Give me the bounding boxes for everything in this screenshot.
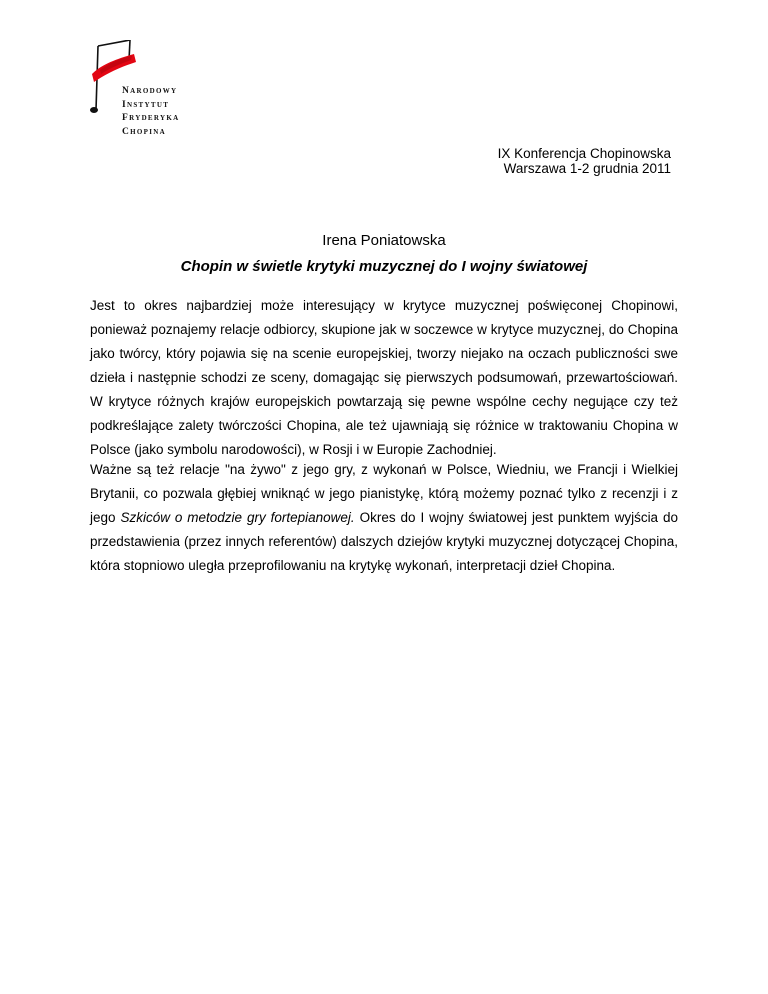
logo-line: Instytut bbox=[122, 99, 170, 110]
paragraph-2-text-continued: Okres do I wojny światowej jest punktem wyjścia do przedstawienia (przez innych referentów) dalszych dziejów krytyki muzycznej dotyczącej Chopina, która stopniowo uległa przeprofilowaniu na krytykę wykonań, interpretacji dzieł Chopina. bbox=[90, 510, 678, 573]
logo-line: Fryderyka bbox=[122, 113, 180, 123]
conference-info bbox=[498, 146, 671, 176]
logo-line: Narodowy bbox=[122, 86, 178, 96]
institute-name bbox=[122, 85, 179, 139]
paper-title: Chopin w świetle krytyki muzycznej do I wojny światowej bbox=[180, 258, 588, 275]
author-name: Irena Poniatowska bbox=[322, 232, 446, 249]
institute-logo bbox=[86, 40, 206, 135]
conference-date: Warszawa 1-2 grudnia 2011 bbox=[503, 161, 671, 176]
conference-name: IX Konferencja Chopinowska bbox=[497, 146, 671, 161]
logo-note-head bbox=[90, 107, 98, 113]
paragraph-2-text: Ważne są też relacje "na żywo" z jego gry, z wykonań w Polsce, Wiedniu, we Francji i Wielkiej Brytanii, co pozwala głębiej wniknąć w jego pianistykę, którą możemy poznać tylko z recenzji i z jego bbox=[90, 462, 678, 525]
logo-beam bbox=[98, 40, 130, 46]
logo-line: Chopina bbox=[122, 126, 166, 137]
paragraph-2 bbox=[90, 458, 678, 578]
paragraph-1: Jest to okres najbardziej może interesujący w krytyce muzycznej poświęconej Chopinowi, ponieważ poznajemy relacje odbiorcy, skupione jak w soczewce w krytyce muzycznej, do Chopina jako twórcy, który pojawia się na scenie europejskiej, tworzy niejako na oczach publiczności swe dzieła i następnie schodzi ze sceny, domagając się pierwszych podsumowań, przewartościowań. W krytyce różnych krajów europejskich powtarzają się pewne wspólne cechy negujące czy też podkreślające zalety twórczości Chopina, ale też ujawniają się różnice w traktowaniu Chopina w Polsce (jako symbolu narodowości), w Rosji i w Europie Zachodniej. bbox=[90, 298, 678, 457]
paragraph-2-book-title: Szkiców o metodzie gry fortepianowej. bbox=[120, 510, 355, 525]
